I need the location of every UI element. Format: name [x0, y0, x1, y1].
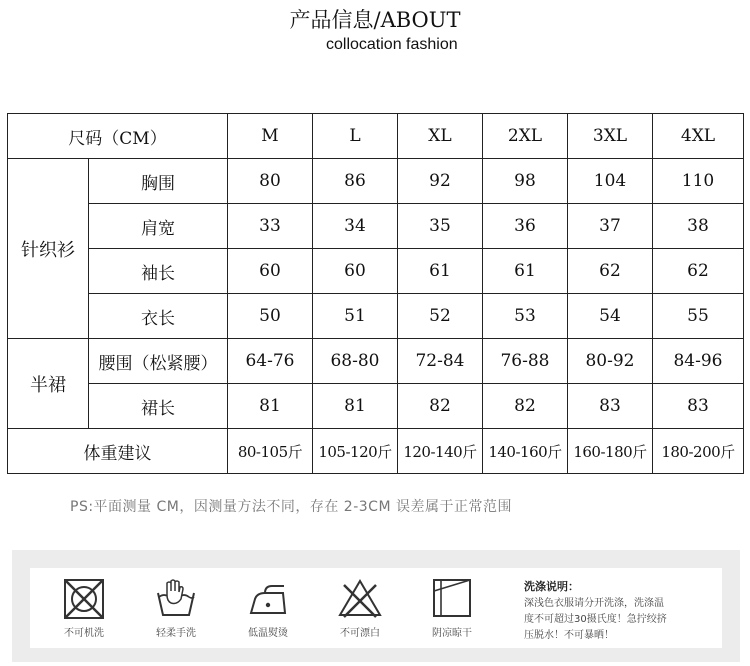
table-cell: 104	[568, 159, 653, 204]
group-label-skirt: 半裙	[8, 339, 89, 429]
care-label: 不可机洗	[64, 628, 104, 639]
table-cell: 86	[313, 159, 398, 204]
size-col-header: XL	[398, 114, 483, 159]
table-cell: 92	[398, 159, 483, 204]
hand-wash-icon	[153, 577, 199, 621]
table-cell: 62	[653, 249, 744, 294]
care-label: 阴凉晾干	[432, 628, 472, 639]
table-cell: 34	[313, 204, 398, 249]
table-cell: 61	[483, 249, 568, 294]
size-col-header: L	[313, 114, 398, 159]
care-label: 不可漂白	[340, 628, 380, 639]
table-cell: 82	[483, 384, 568, 429]
page-title: 产品信息/ABOUT	[289, 8, 461, 32]
row-label: 胸围	[89, 159, 228, 204]
care-label: 低温熨烫	[248, 628, 288, 639]
size-header-row	[8, 114, 744, 159]
table-cell: 80	[228, 159, 313, 204]
size-header-label: 尺码（CM）	[8, 114, 228, 159]
table-cell: 50	[228, 294, 313, 339]
table-cell: 55	[653, 294, 744, 339]
table-cell: 110	[653, 159, 744, 204]
care-item-shade-dry	[422, 577, 482, 639]
table-cell: 98	[483, 159, 568, 204]
table-cell: 60	[228, 249, 313, 294]
wash-text: 压脱水！不可暴晒！	[524, 630, 614, 641]
table-cell: 35	[398, 204, 483, 249]
page-subtitle: collocation fashion	[326, 36, 458, 53]
table-cell: 80-92	[568, 339, 653, 384]
shade-dry-icon	[429, 577, 475, 621]
table-cell: 84-96	[653, 339, 744, 384]
table-cell: 180-200斤	[653, 429, 744, 474]
table-cell: 120-140斤	[398, 429, 483, 474]
size-col-header: 4XL	[653, 114, 744, 159]
row-label: 裙长	[89, 384, 228, 429]
table-cell: 82	[398, 384, 483, 429]
table-cell: 54	[568, 294, 653, 339]
care-item-hand-wash	[146, 577, 206, 639]
low-iron-icon	[245, 577, 291, 621]
group-label-knitwear: 针织衫	[8, 159, 89, 339]
table-cell: 83	[653, 384, 744, 429]
table-cell: 83	[568, 384, 653, 429]
care-label: 轻柔手洗	[156, 628, 196, 639]
no-machine-wash-icon	[61, 577, 107, 621]
table-cell: 52	[398, 294, 483, 339]
row-label: 肩宽	[89, 204, 228, 249]
table-cell: 37	[568, 204, 653, 249]
table-cell: 105-120斤	[313, 429, 398, 474]
wash-instructions	[524, 578, 720, 644]
table-cell: 68-80	[313, 339, 398, 384]
table-cell: 33	[228, 204, 313, 249]
measurement-note: PS:平面测量 CM，因测量方法不同，存在 2-3CM 误差属于正常范围	[70, 499, 512, 515]
table-cell: 160-180斤	[568, 429, 653, 474]
table-cell: 36	[483, 204, 568, 249]
care-item-low-iron	[238, 577, 298, 639]
row-label: 衣长	[89, 294, 228, 339]
size-col-header: M	[228, 114, 313, 159]
table-cell: 60	[313, 249, 398, 294]
table-cell: 76-88	[483, 339, 568, 384]
row-label: 腰围（松紧腰）	[89, 339, 228, 384]
table-row	[8, 339, 744, 384]
table-row	[8, 159, 744, 204]
table-cell: 64-76	[228, 339, 313, 384]
table-cell: 140-160斤	[483, 429, 568, 474]
table-row	[8, 294, 744, 339]
table-cell: 53	[483, 294, 568, 339]
table-cell: 61	[398, 249, 483, 294]
table-cell: 72-84	[398, 339, 483, 384]
no-bleach-icon	[337, 577, 383, 621]
size-col-header: 2XL	[483, 114, 568, 159]
care-item-no-bleach	[330, 577, 390, 639]
care-item-no-machine-wash	[54, 577, 114, 639]
wash-text: 深浅色衣服请分开洗涤，洗涤温	[524, 598, 664, 609]
table-cell: 81	[313, 384, 398, 429]
table-row	[8, 204, 744, 249]
size-col-header: 3XL	[568, 114, 653, 159]
table-row	[8, 249, 744, 294]
table-cell: 80-105斤	[228, 429, 313, 474]
weight-row	[8, 429, 744, 474]
wash-title: 洗涤说明：	[524, 580, 579, 593]
table-cell: 51	[313, 294, 398, 339]
table-row	[8, 384, 744, 429]
weight-row-label: 体重建议	[8, 429, 228, 474]
table-cell: 38	[653, 204, 744, 249]
size-table	[7, 113, 744, 474]
table-cell: 81	[228, 384, 313, 429]
row-label: 袖长	[89, 249, 228, 294]
wash-text: 度不可超过30摄氏度！急拧绞挤	[524, 614, 667, 625]
table-cell: 62	[568, 249, 653, 294]
